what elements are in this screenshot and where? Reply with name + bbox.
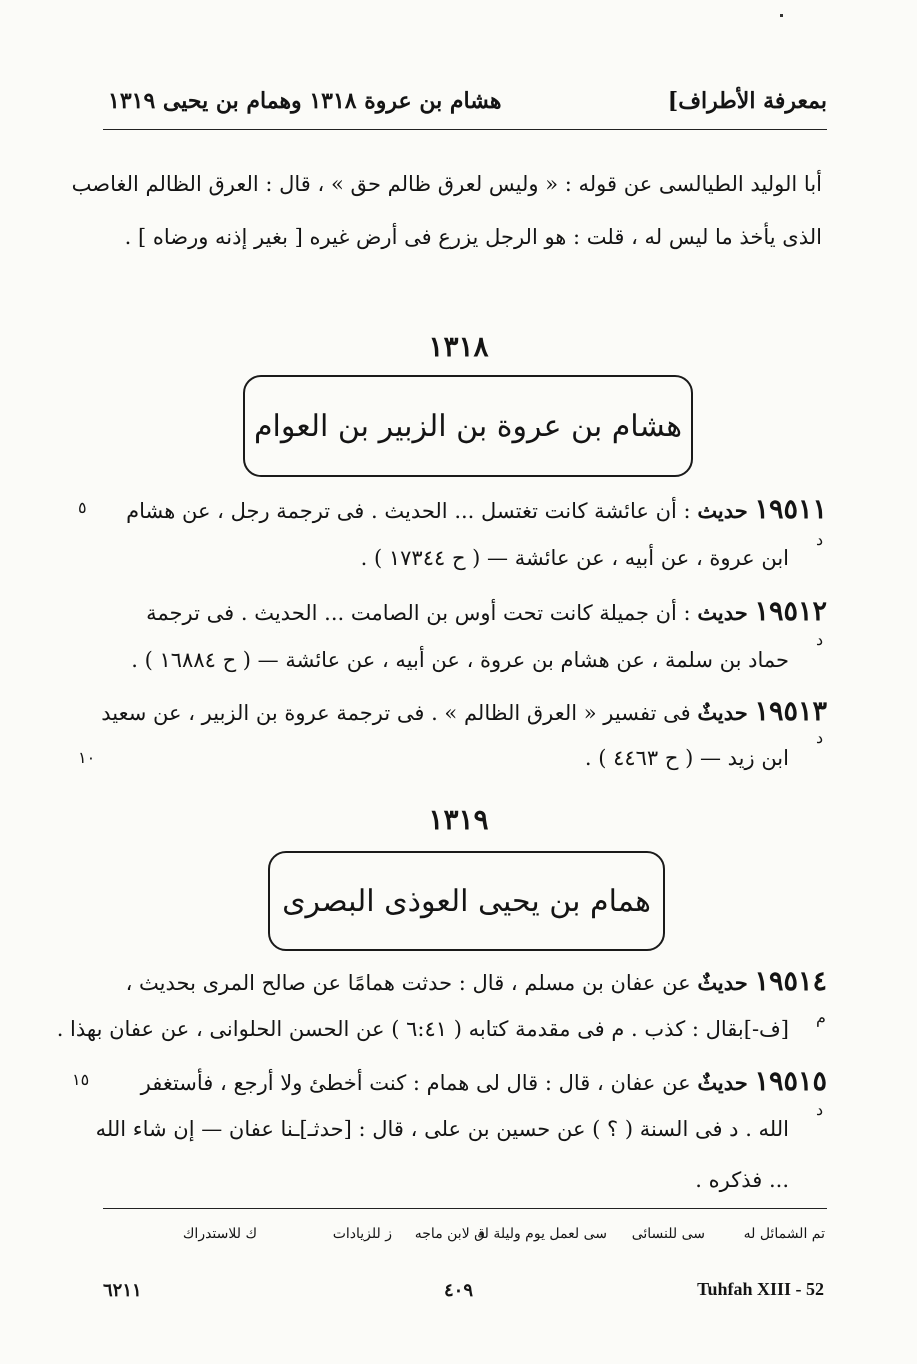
footnote-key: ك للاستدراك [182, 1226, 257, 1242]
hadith-entry [146, 596, 827, 627]
hadith-text: عن عفان ، قال : قال لى همام : كنت أخطئ ولا أرجع ، فأستغفر [140, 1071, 698, 1095]
hadith-number: ١٩٥١٣ [754, 696, 827, 727]
hadith-continuation: الله . د فى السنة ( ؟ ) عن حسين بن على ، قال : [حدثـ]ـنا عفان — إن شاء الله [95, 1117, 789, 1141]
line-number: ٥ [78, 498, 87, 517]
footnote-key: تم الشمائل له [743, 1226, 825, 1242]
hadith-number: ١٩٥١٢ [754, 596, 827, 627]
page-number: ٤٠٩ [443, 1280, 473, 1301]
section-title-box [268, 851, 665, 951]
hadith-number: ١٩٥١٤ [754, 966, 827, 997]
section-number: ١٣١٩ [428, 803, 489, 836]
footnote-key: ز للزيادات [332, 1226, 392, 1242]
hadith-text: فى تفسير « العرق الظالم » . فى ترجمة عروة بن الزبير ، عن سعيد [101, 701, 698, 725]
footnote-rule [103, 1208, 827, 1209]
section-title: همام بن يحيى العوذى البصرى [282, 883, 651, 919]
hadith-continuation: ابن عروة ، عن أبيه ، عن عائشة — ( ح ١٧٣٤٤ ) . [360, 546, 789, 570]
margin-siglum: م [816, 1008, 826, 1027]
section-title: هشام بن عروة بن الزبير بن العوام [253, 408, 683, 444]
section-number: ١٣١٨ [428, 330, 489, 363]
intro-line-2: الذى يأخذ ما ليس له ، قلت : هو الرجل يزرع فى أرض غيره [ بغير إذنه ورضاه ] . [124, 225, 822, 249]
margin-siglum: د [816, 728, 824, 747]
footnote-key: ق لابن ماجه [414, 1226, 485, 1242]
hadith-number: ١٩٥١٥ [754, 1066, 827, 1097]
footnote-key: سى للنسائى [631, 1226, 705, 1242]
header-rule [103, 129, 827, 130]
hadith-entry [141, 1066, 827, 1097]
page-dot [780, 14, 783, 17]
hadith-continuation: ابن زيد — ( ح ٤٤٦٣ ) . [584, 746, 789, 770]
margin-siglum: د [816, 630, 824, 649]
footer-volume: Tuhfah XIII - 52 [697, 1279, 824, 1299]
intro-line-1: أبا الوليد الطيالسى عن قوله : « وليس لعرق ظالم حق » ، قال : العرق الظالم الغاصب [71, 172, 822, 196]
line-number: ١٠ [78, 748, 96, 767]
hadith-entry [126, 966, 827, 997]
line-number: ١٥ [72, 1070, 90, 1089]
hadith-text: عن عفان بن مسلم ، قال : حدثت همامًا عن صالح المرى بحديث ، [125, 971, 698, 995]
hadith-keyword: حديثٌ [697, 700, 748, 725]
hadith-keyword: حديثٌ [697, 1070, 748, 1095]
hadith-keyword: حديث [697, 498, 748, 523]
hadith-continuation: ... فذكره . [695, 1168, 789, 1192]
running-header-left: هشام بن عروة ١٣١٨ وهمام بن يحيى ١٣١٩ [108, 88, 502, 114]
hadith-text: : أن جميلة كانت تحت أوس بن الصامت ... الحديث . فى ترجمة [146, 601, 698, 625]
hadith-text: : أن عائشة كانت تغتسل ... الحديث . فى ترجمة رجل ، عن هشام [126, 499, 698, 523]
hadith-entry [126, 494, 827, 525]
hadith-keyword: حديثٌ [697, 970, 748, 995]
hadith-number: ١٩٥١١ [754, 494, 827, 525]
footer-left-number: ٦٢١١ [103, 1280, 142, 1301]
running-header-right: بمعرفة الأطراف] [667, 88, 827, 114]
hadith-keyword: حديث [697, 600, 748, 625]
footnote-key: سى لعمل يوم وليلة له [477, 1226, 607, 1242]
hadith-entry [101, 696, 827, 727]
section-title-box [243, 375, 693, 477]
margin-siglum: د [816, 1100, 824, 1119]
margin-siglum: د [816, 530, 824, 549]
hadith-continuation: حماد بن سلمة ، عن هشام بن عروة ، عن أبيه ، عن عائشة — ( ح ١٦٨٨٤ ) . [131, 648, 789, 672]
hadith-continuation: [ف-]بقال : كذب . م فى مقدمة كتابه ( ٦:٤١ ) عن الحسن الحلوانى ، عن عفان بهذا . [56, 1017, 789, 1041]
